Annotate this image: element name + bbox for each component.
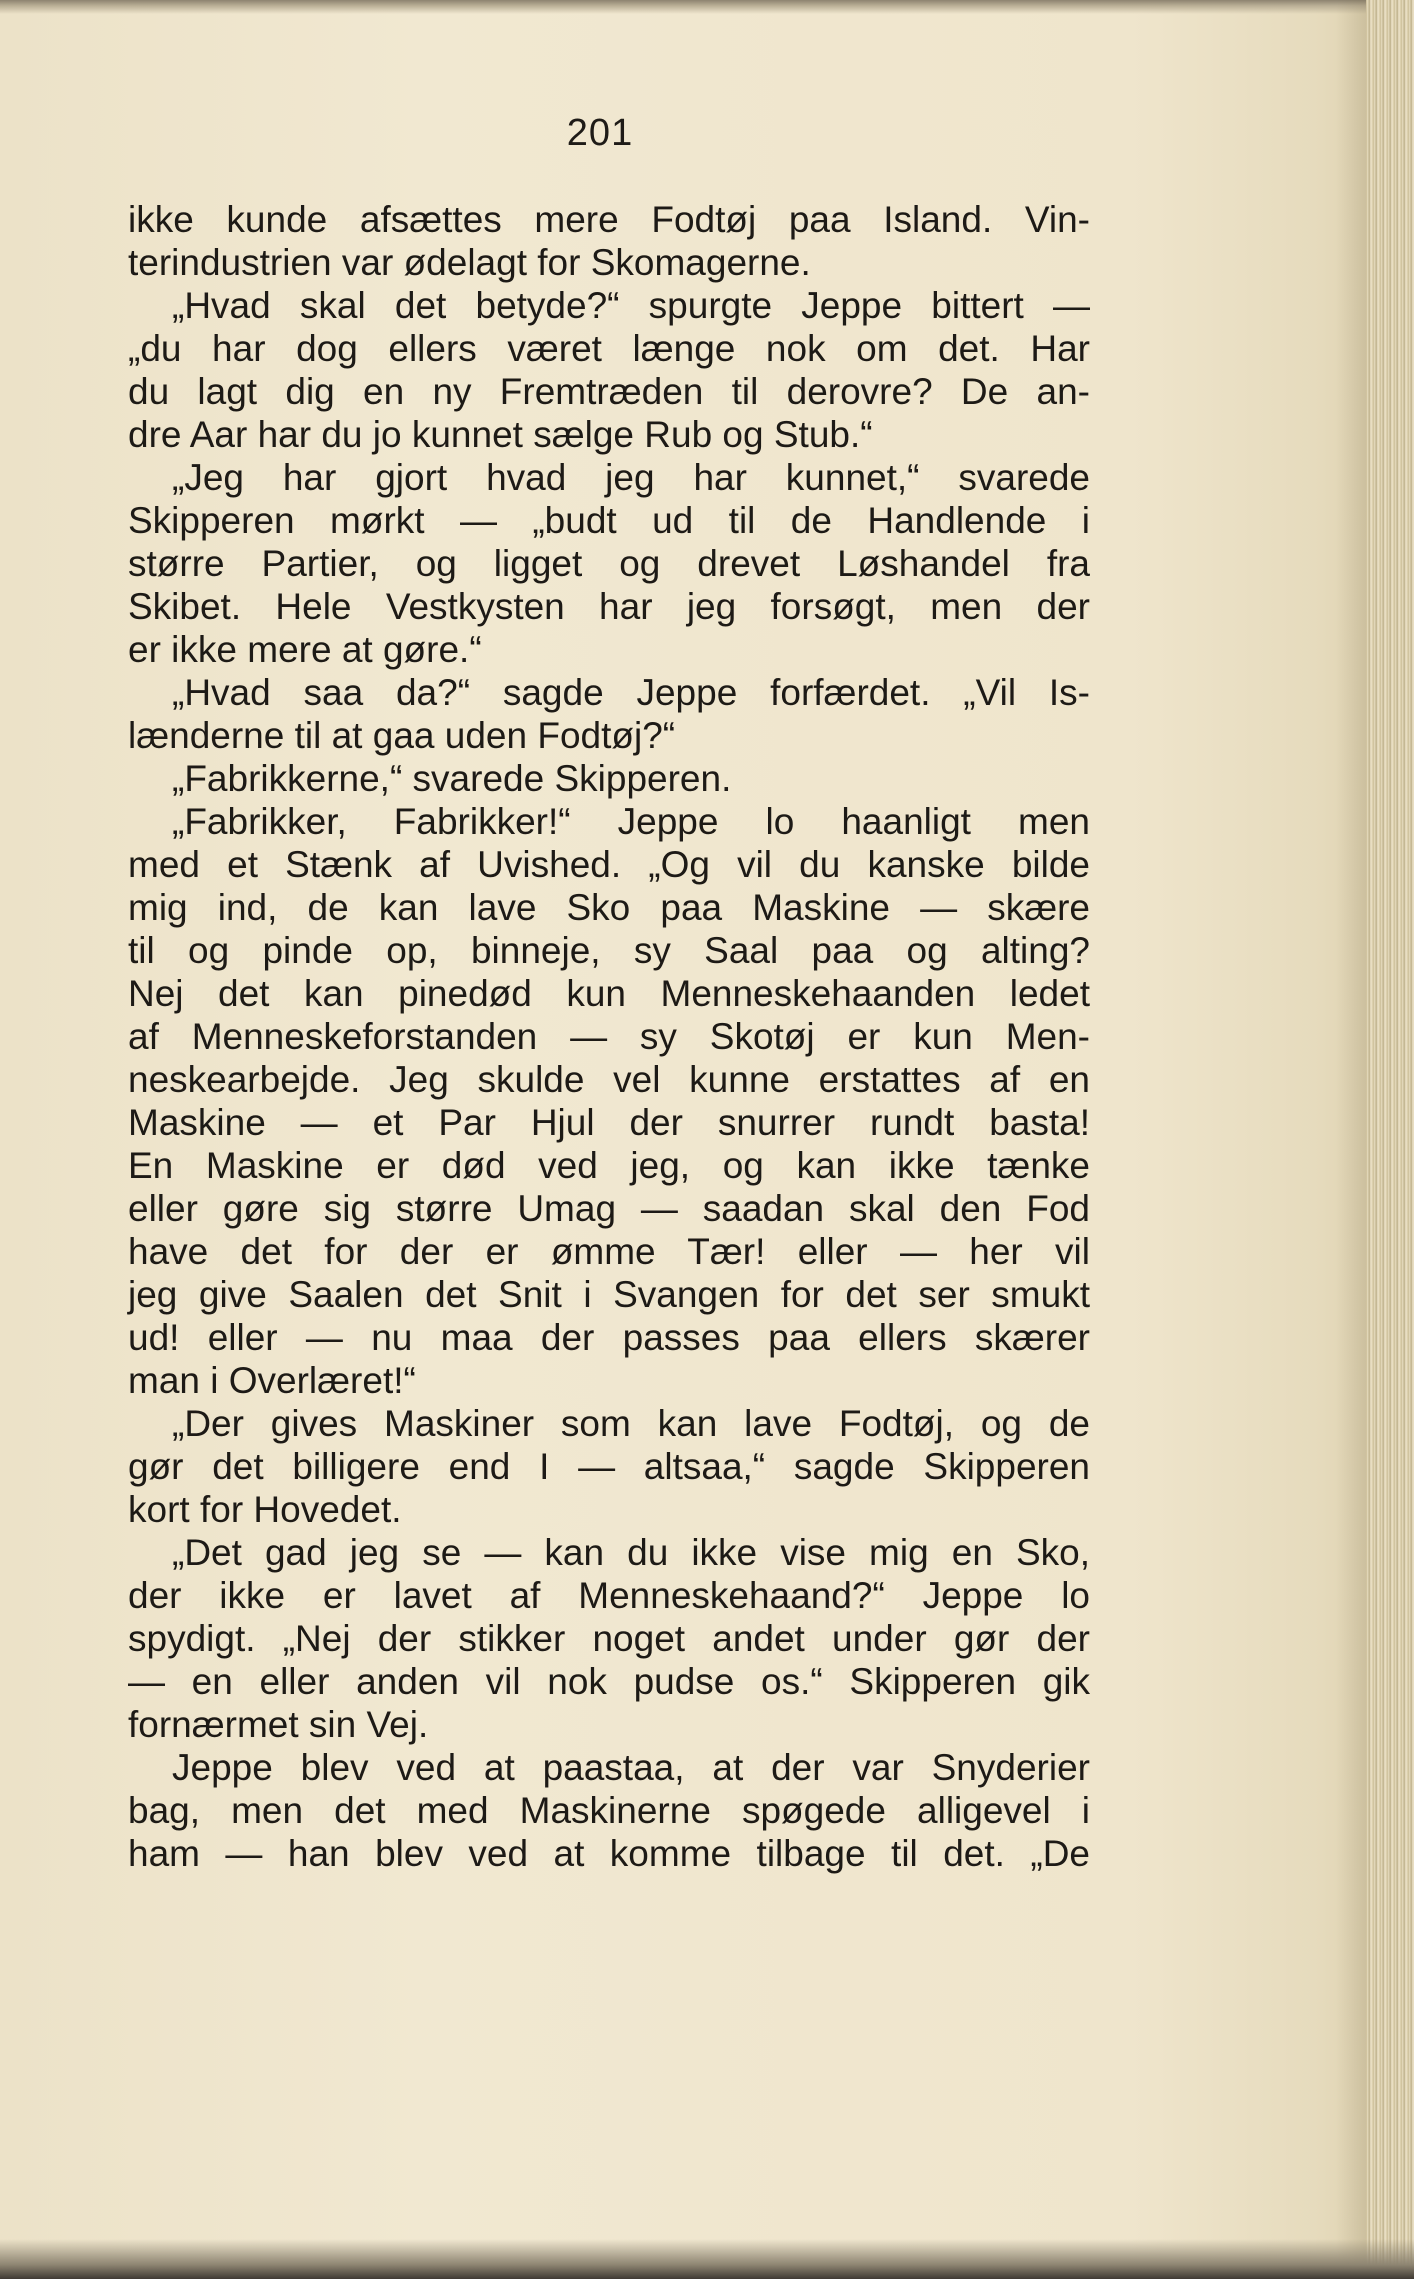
text-line: du lagt dig en ny Fremtræden til derovre? De an- (128, 371, 1090, 412)
text-line: „Hvad skal det betyde?“ spurgte Jeppe bittert — (172, 285, 1090, 326)
text-line: eller gøre sig større Umag — saadan skal den Fod (128, 1188, 1090, 1229)
text-line: bag, men det med Maskinerne spøgede alligevel i (128, 1790, 1090, 1831)
text-line: jeg give Saalen det Snit i Svangen for det ser smukt (128, 1274, 1090, 1315)
text-line: Maskine — et Par Hjul der snurrer rundt basta! (128, 1102, 1090, 1143)
book-spine-edge (1366, 0, 1414, 2279)
text-line: „Det gad jeg se — kan du ikke vise mig en Sko, (172, 1532, 1090, 1573)
text-line: større Partier, og ligget og drevet Løshandel fra (128, 543, 1090, 584)
text-line: til og pinde op, binneje, sy Saal paa og alting? (128, 930, 1090, 971)
text-line: gør det billigere end I — altsaa,“ sagde Skipperen (128, 1446, 1090, 1487)
text-line: „Fabrikker, Fabrikker!“ Jeppe lo haanligt men (172, 801, 1090, 842)
text-line: mig ind, de kan lave Sko paa Maskine — skære (128, 887, 1090, 928)
text-line: ham — han blev ved at komme tilbage til det. „De (128, 1833, 1090, 1874)
text-line: lænderne til at gaa uden Fodtøj?“ (128, 715, 676, 756)
text-line: kort for Hovedet. (128, 1489, 402, 1530)
page-top-edge (0, 0, 1414, 14)
text-line: man i Overlæret!“ (128, 1360, 416, 1401)
spine-shadow (1336, 0, 1366, 2279)
text-line: der ikke er lavet af Menneskehaand?“ Jeppe lo (128, 1575, 1090, 1616)
page-bottom-edge (0, 2239, 1414, 2279)
text-line: Skipperen mørkt — „budt ud til de Handlende i (128, 500, 1090, 541)
body-text (128, 198, 1090, 1875)
text-line: ikke kunde afsættes mere Fodtøj paa Island. Vin- (128, 199, 1090, 240)
text-line: ud! eller — nu maa der passes paa ellers skærer (128, 1317, 1090, 1358)
text-line: Jeppe blev ved at paastaa, at der var Snyderier (172, 1747, 1090, 1788)
text-line: „Der gives Maskiner som kan lave Fodtøj, og de (172, 1403, 1090, 1444)
text-line: have det for der er ømme Tær! eller — her vil (128, 1231, 1090, 1272)
text-line: terindustrien var ødelagt for Skomagerne. (128, 242, 811, 283)
text-line: fornærmet sin Vej. (128, 1704, 429, 1745)
text-line: „Hvad saa da?“ sagde Jeppe forfærdet. „Vil Is- (172, 672, 1090, 713)
text-line: spydigt. „Nej der stikker noget andet under gør der (128, 1618, 1090, 1659)
text-line: neskearbejde. Jeg skulde vel kunne erstattes af en (128, 1059, 1090, 1100)
text-line: med et Stænk af Uvished. „Og vil du kanske bilde (128, 844, 1090, 885)
text-line: Nej det kan pinedød kun Menneskehaanden ledet (128, 973, 1090, 1014)
text-line: dre Aar har du jo kunnet sælge Rub og Stub.“ (128, 414, 873, 455)
text-line: er ikke mere at gøre.“ (128, 629, 482, 670)
text-line: „du har dog ellers været længe nok om det. Har (128, 328, 1090, 369)
text-line: „Fabrikkerne,“ svarede Skipperen. (172, 758, 732, 799)
text-line: — en eller anden vil nok pudse os.“ Skipperen gik (128, 1661, 1090, 1702)
text-line: En Maskine er død ved jeg, og kan ikke tænke (128, 1145, 1090, 1186)
text-line: Skibet. Hele Vestkysten har jeg forsøgt, men der (128, 586, 1090, 627)
text-line: af Menneskeforstanden — sy Skotøj er kun Men- (128, 1016, 1090, 1057)
text-line: „Jeg har gjort hvad jeg har kunnet,“ svarede (172, 457, 1090, 498)
page-number: 201 (566, 112, 634, 154)
